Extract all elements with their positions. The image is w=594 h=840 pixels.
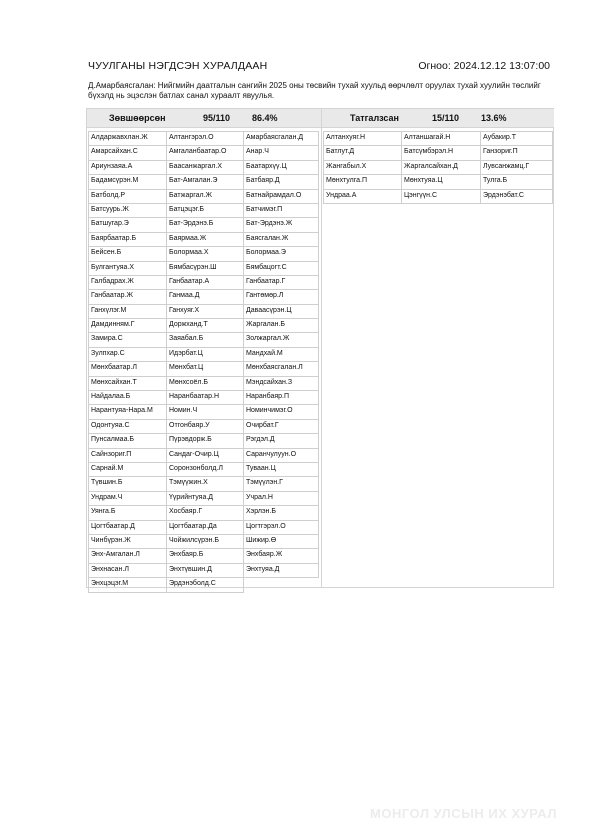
vote-table (86, 108, 554, 588)
member-name: Номин.Ч (166, 404, 244, 419)
member-name: Хосбаяр.Г (166, 505, 244, 520)
member-name: Пунсалмаа.Б (88, 433, 167, 448)
member-name: Мөнхсайхан.Т (88, 376, 167, 391)
member-name: Жангабыл.Х (323, 160, 402, 175)
member-name: Мөнхтулга.П (323, 174, 402, 189)
member-name: Энхцэцэг.М (88, 577, 167, 592)
member-name: Булгантуяа.Х (88, 261, 167, 276)
member-name: Энхбаяр.Б (166, 548, 244, 563)
member-name: Бямбасүрэн.Ш (166, 261, 244, 276)
member-name: Доржханд.Т (166, 318, 244, 333)
motion-description: Д.Амарбаясгалан: Нийгмийн даатгалын сангийн 2025 оны төсвийн тухай хуульд өөрчлөлт оруулах тухай хуулийн төслийг бүхэлд нь эцэслэн батлах санал хураалт явуулья. (88, 81, 541, 100)
member-name: Болормаа.Э (243, 246, 319, 261)
member-name: Сайнзориг.П (88, 448, 167, 463)
member-name: Баясгалан.Ж (243, 232, 319, 247)
member-name: Уянга.Б (88, 505, 167, 520)
member-name: Батболд.Р (88, 189, 167, 204)
member-name: Идэрбат.Ц (166, 347, 244, 362)
member-name: Наранбаяр.П (243, 390, 319, 405)
member-name: Лувсанжамц.Г (480, 160, 553, 175)
member-name: Алтанхуяг.Н (323, 131, 402, 146)
member-name: Мөнхбаясгалан.Л (243, 361, 319, 376)
member-name: Амгаланбаатар.О (166, 145, 244, 160)
yes-label: Зөвшөөрсөн (109, 113, 166, 123)
member-name: Батсүмбэрэл.Н (401, 145, 481, 160)
member-name: Баатархүү.Ц (243, 160, 319, 175)
member-name: Батшугар.Э (88, 217, 167, 232)
member-name: Үүрийнтуяа.Д (166, 491, 244, 506)
watermark: МОНГОЛ УЛСЫН ИХ ХУРАЛ (370, 806, 557, 821)
member-name: Цогтбаатар.Д (88, 520, 167, 535)
member-name: Бейсен.Б (88, 246, 167, 261)
member-name: Хэрлэн.Б (243, 505, 319, 520)
member-name: Амарсайхан.С (88, 145, 167, 160)
yes-count: 95/110 (203, 113, 231, 123)
member-name: Батчимэг.П (243, 203, 319, 218)
member-name: Тулга.Б (480, 174, 553, 189)
member-name: Баасанжаргал.Х (166, 160, 244, 175)
member-name: Мэндсайхан.З (243, 376, 319, 391)
member-name: Пүрэвдорж.Б (166, 433, 244, 448)
member-name: Соронзонболд.Л (166, 462, 244, 477)
member-name: Даваасүрэн.Ц (243, 304, 319, 319)
member-name: Ганхуяг.Х (166, 304, 244, 319)
no-section (321, 109, 554, 587)
member-name: Ганмаа.Д (166, 289, 244, 304)
member-name: Золжаргал.Ж (243, 332, 319, 347)
member-name: Энхнасан.Л (88, 563, 167, 578)
member-name: Сарнай.М (88, 462, 167, 477)
member-name: Номинчимэг.О (243, 404, 319, 419)
member-name: Рэгдэл.Д (243, 433, 319, 448)
member-name: Батцэцэг.Б (166, 203, 244, 218)
member-name: Болормаа.Х (166, 246, 244, 261)
member-name: Дамдинням.Г (88, 318, 167, 333)
member-name: Бат-Амгалан.Э (166, 174, 244, 189)
member-name: Ганбаатар.Ж (88, 289, 167, 304)
member-name: Мөнхбат.Ц (166, 361, 244, 376)
no-label: Татгалзсан (350, 113, 399, 123)
member-name: Энхбаяр.Ж (243, 548, 319, 563)
member-name: Баярбаатар.Б (88, 232, 167, 247)
yes-percent: 86.4% (252, 113, 278, 123)
member-name: Алтангэрэл.О (166, 131, 244, 146)
member-name: Туваан.Ц (243, 462, 319, 477)
member-name: Гантөмөр.Л (243, 289, 319, 304)
member-name: Шижир.Ө (243, 534, 319, 549)
yes-names-grid (89, 131, 319, 592)
member-name: Ундрам.Ч (88, 491, 167, 506)
member-name: Бат-Эрдэнэ.Б (166, 217, 244, 232)
member-name: Мөнхбаатар.Л (88, 361, 167, 376)
member-name: Эрдэнэбат.С (480, 189, 553, 204)
member-name: Ундраа.А (323, 189, 402, 204)
member-name: Очирбат.Г (243, 419, 319, 434)
member-name: Ганзориг.П (480, 145, 553, 160)
header (88, 60, 550, 76)
member-name: Цогтгэрэл.О (243, 520, 319, 535)
member-name: Тэмүүлэн.Г (243, 476, 319, 491)
member-name: Энхтүвшин.Д (166, 563, 244, 578)
member-name: Батбаяр.Д (243, 174, 319, 189)
member-name: Наранбаатар.Н (166, 390, 244, 405)
timestamp: Огноо: 2024.12.12 13:07:00 (418, 60, 550, 72)
member-name: Зулпхар.С (88, 347, 167, 362)
member-name: Алдаржавхлан.Ж (88, 131, 167, 146)
yes-header (87, 109, 321, 128)
member-name: Ариунзаяа.А (88, 160, 167, 175)
member-name: Тэмүүжин.Х (166, 476, 244, 491)
no-header (322, 109, 554, 128)
member-name: Мөнхтуяа.Ц (401, 174, 481, 189)
no-count: 15/110 (432, 113, 460, 123)
member-name: Баярмаа.Ж (166, 232, 244, 247)
no-names-grid (324, 131, 553, 592)
member-name: Батнайрамдал.О (243, 189, 319, 204)
member-name: Сандаг-Очир.Ц (166, 448, 244, 463)
member-name: Саранчулуун.О (243, 448, 319, 463)
member-name: Чойжилсүрэн.Б (166, 534, 244, 549)
member-name: Ганбаатар.Г (243, 275, 319, 290)
member-name: Цэнгүүн.С (401, 189, 481, 204)
member-name: Бадамсүрэн.М (88, 174, 167, 189)
member-name: Жаргалан.Б (243, 318, 319, 333)
member-name: Мөнхсоёл.Б (166, 376, 244, 391)
member-name: Нарантуяа-Нара.М (88, 404, 167, 419)
member-name: Одонтуяа.С (88, 419, 167, 434)
member-name: Галбадрах.Ж (88, 275, 167, 290)
member-name: Энхтуяа.Д (243, 563, 319, 578)
member-name: Батлут.Д (323, 145, 402, 160)
member-name: Отгонбаяр.У (166, 419, 244, 434)
member-name: Учрал.Н (243, 491, 319, 506)
member-name: Түвшин.Б (88, 476, 167, 491)
member-name: Мандхай.М (243, 347, 319, 362)
member-name: Жаргалсайхан.Д (401, 160, 481, 175)
member-name: Ганбаатар.А (166, 275, 244, 290)
member-name: Чинбүрэн.Ж (88, 534, 167, 549)
member-name: Алтаншагай.Н (401, 131, 481, 146)
no-percent: 13.6% (481, 113, 507, 123)
yes-section (87, 109, 321, 587)
member-name: Батжаргал.Ж (166, 189, 244, 204)
member-name: Бямбацогт.С (243, 261, 319, 276)
member-name: Эрдэнэболд.С (166, 577, 244, 592)
member-name: Энх-Амгалан.Л (88, 548, 167, 563)
member-name: Бат-Эрдэнэ.Ж (243, 217, 319, 232)
member-name: Замира.С (88, 332, 167, 347)
member-name: Батсуурь.Ж (88, 203, 167, 218)
member-name: Заяабал.Б (166, 332, 244, 347)
member-name: Цогтбаатар.Да (166, 520, 244, 535)
member-name: Анар.Ч (243, 145, 319, 160)
page-title: ЧУУЛГАНЫ НЭГДСЭН ХУРАЛДААН (88, 60, 268, 72)
member-name: Аубакир.Т (480, 131, 553, 146)
member-name: Найдалаа.Б (88, 390, 167, 405)
member-name: Ганхүлэг.М (88, 304, 167, 319)
member-name: Амарбаясгалан.Д (243, 131, 319, 146)
